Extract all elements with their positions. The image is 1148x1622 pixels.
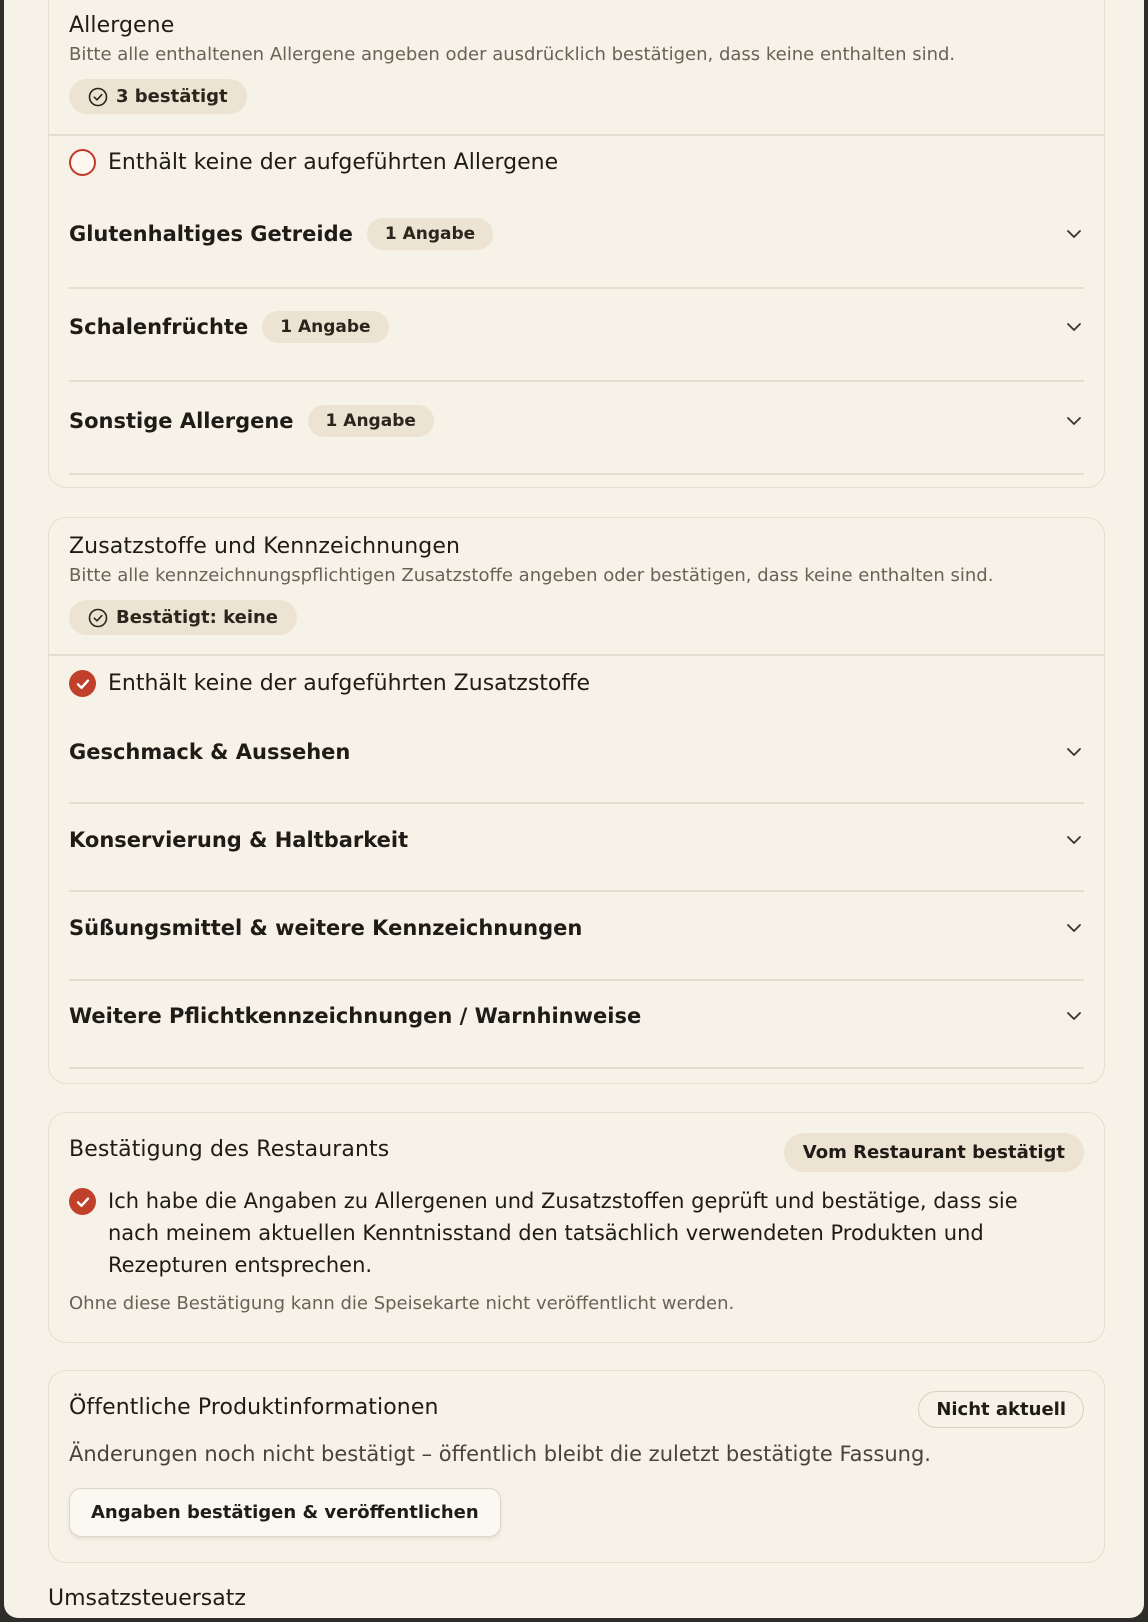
divider (49, 654, 1104, 656)
public-info-title: Öffentliche Produktinformationen (69, 1395, 439, 1420)
accordion-schalenfruechte[interactable] (69, 311, 1084, 343)
confirmation-label: Ich habe die Angaben zu Allergenen und Zusatzstoffen geprüft und bestätige, dass sie nach meinem aktuellen Kenntnisstand den tatsächlich verwendeten Produkten und Rezepturen entsprechen. (108, 1189, 1018, 1277)
chevron-down-icon[interactable] (1064, 411, 1084, 431)
additives-title: Zusatzstoffe und Kennzeichnungen (69, 534, 461, 559)
check-circle-icon (88, 608, 108, 628)
check-circle-icon (88, 87, 108, 107)
accordion-geschmack-aussehen[interactable] (69, 740, 1084, 764)
confirmation-card (48, 1112, 1105, 1343)
chevron-down-icon[interactable] (1064, 742, 1084, 762)
chevron-down-icon[interactable] (1064, 317, 1084, 337)
chevron-down-icon[interactable] (1064, 918, 1084, 938)
divider (69, 1067, 1084, 1069)
chevron-down-icon[interactable] (1064, 224, 1084, 244)
additives-status-badge (69, 600, 297, 635)
allergens-status-badge (69, 79, 247, 114)
accordion-sonstige-allergene[interactable] (69, 405, 1084, 437)
chevron-down-icon[interactable] (1064, 1006, 1084, 1026)
additives-status-text: Bestätigt: keine (116, 607, 279, 628)
divider (49, 134, 1104, 136)
accordion-suessungsmittel[interactable] (69, 916, 1084, 940)
confirm-publish-button[interactable]: Angaben bestätigen & veröffentlichen (69, 1488, 501, 1537)
divider (69, 802, 1084, 804)
allergens-card (48, 0, 1105, 488)
additives-card (48, 517, 1105, 1084)
accordion-label: Weitere Pflichtkennzeichnungen / Warnhinweise (69, 1004, 642, 1028)
additives-none-label: Enthält keine der aufgeführten Zusatzstoffe (108, 671, 591, 696)
accordion-weitere-pflichtkennzeichnungen[interactable] (69, 1004, 1084, 1028)
chevron-down-icon[interactable] (1064, 830, 1084, 850)
count-badge: 1 Angabe (262, 311, 388, 343)
confirmation-title: Bestätigung des Restaurants (69, 1137, 390, 1162)
additives-description: Bitte alle kennzeichnungspflichtigen Zusatzstoffe angeben oder bestätigen, dass keine enthalten sind. (69, 565, 994, 586)
accordion-label: Glutenhaltiges Getreide (69, 222, 353, 246)
allergens-description: Bitte alle enthaltenen Allergene angeben oder ausdrücklich bestätigen, dass keine enthalten sind. (69, 44, 956, 65)
confirmation-note: Ohne diese Bestätigung kann die Speisekarte nicht veröffentlicht werden. (69, 1293, 735, 1314)
confirmation-checkbox-row[interactable] (69, 1185, 1074, 1281)
accordion-label: Süßungsmittel & weitere Kennzeichnungen (69, 916, 583, 940)
allergens-title: Allergene (69, 13, 175, 38)
count-badge: 1 Angabe (308, 405, 434, 437)
allergens-none-option[interactable] (69, 149, 558, 176)
count-badge: 1 Angabe (367, 218, 493, 250)
divider (69, 979, 1084, 981)
checkbox-checked-icon[interactable] (69, 1188, 96, 1215)
additives-none-option[interactable] (69, 670, 590, 697)
accordion-label: Schalenfrüchte (69, 315, 249, 339)
vat-section-title: Umsatzsteuersatz (48, 1586, 246, 1611)
accordion-label: Geschmack & Aussehen (69, 740, 351, 764)
divider (69, 473, 1084, 475)
accordion-glutenhaltiges-getreide[interactable] (69, 218, 1084, 250)
divider (69, 890, 1084, 892)
confirmed-badge: Vom Restaurant bestätigt (784, 1133, 1084, 1172)
public-info-text: Änderungen noch nicht bestätigt – öffentlich bleibt die zuletzt bestätigte Fassung. (69, 1442, 931, 1466)
checkbox-checked-icon[interactable] (69, 670, 96, 697)
divider (69, 380, 1084, 382)
public-info-card (48, 1370, 1105, 1563)
allergens-status-text: 3 bestätigt (116, 86, 228, 107)
not-current-badge: Nicht aktuell (918, 1391, 1084, 1428)
radio-unchecked-icon[interactable] (69, 149, 96, 176)
allergens-none-label: Enthält keine der aufgeführten Allergene (108, 150, 559, 175)
accordion-label: Sonstige Allergene (69, 409, 294, 433)
accordion-konservierung-haltbarkeit[interactable] (69, 828, 1084, 852)
app-window (4, 0, 1144, 1618)
divider (69, 287, 1084, 289)
accordion-label: Konservierung & Haltbarkeit (69, 828, 409, 852)
